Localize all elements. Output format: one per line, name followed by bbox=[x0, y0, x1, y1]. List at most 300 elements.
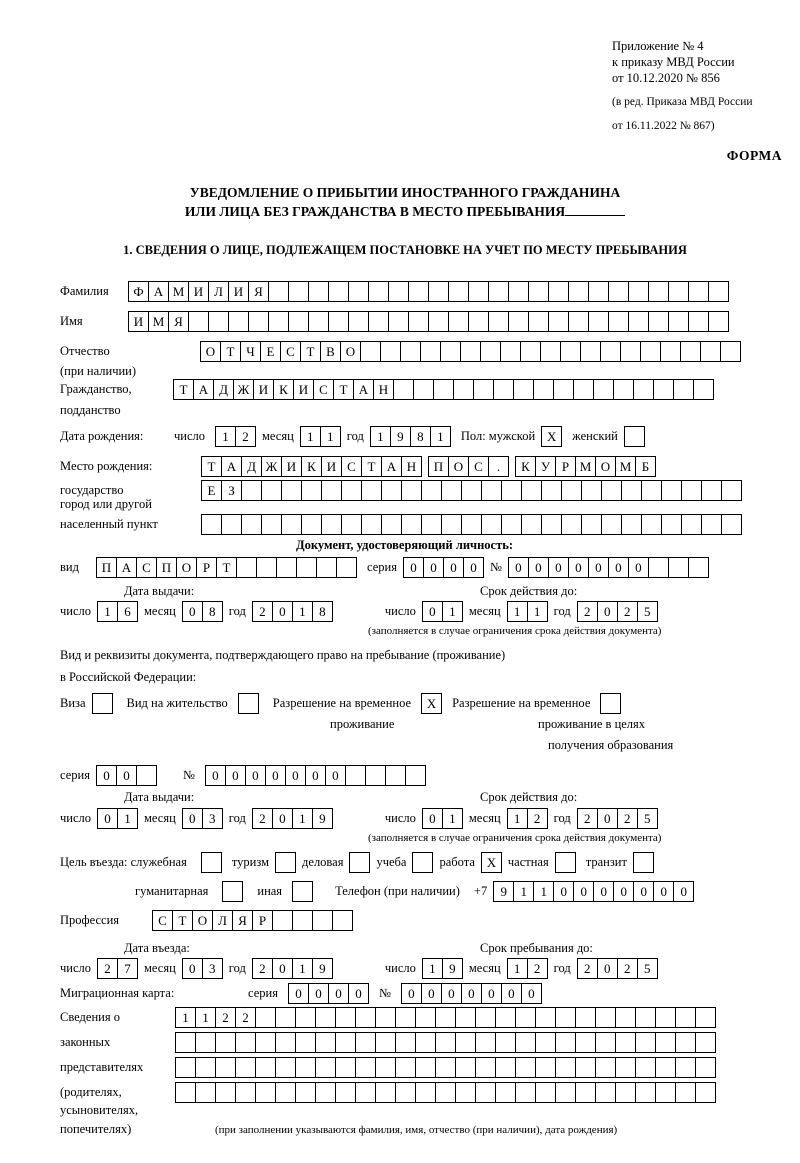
form-cell[interactable] bbox=[248, 311, 269, 332]
form-cell[interactable] bbox=[513, 379, 534, 400]
form-cell[interactable] bbox=[548, 311, 569, 332]
form-cell[interactable]: Р bbox=[252, 910, 273, 931]
form-cell[interactable] bbox=[533, 379, 554, 400]
form-cell[interactable] bbox=[261, 480, 282, 501]
form-cell[interactable]: 0 bbox=[422, 808, 443, 829]
form-cell[interactable]: Н bbox=[401, 456, 422, 477]
form-cell[interactable] bbox=[621, 480, 642, 501]
edu-residence-checkbox[interactable] bbox=[600, 693, 621, 714]
form-cell[interactable]: Е bbox=[260, 341, 281, 362]
form-cell[interactable]: 1 bbox=[442, 601, 463, 622]
purpose-tourism-checkbox[interactable] bbox=[275, 852, 296, 873]
form-cell[interactable]: 5 bbox=[637, 601, 658, 622]
form-cell[interactable] bbox=[641, 480, 662, 501]
form-cell[interactable] bbox=[261, 514, 282, 535]
form-cell[interactable]: 0 bbox=[597, 958, 618, 979]
form-cell[interactable] bbox=[408, 281, 429, 302]
form-cell[interactable]: 0 bbox=[613, 881, 634, 902]
form-cell[interactable] bbox=[535, 1082, 556, 1103]
entry-month-input[interactable] bbox=[182, 958, 223, 979]
form-cell[interactable]: И bbox=[321, 456, 342, 477]
form-cell[interactable]: 0 bbox=[501, 983, 522, 1004]
form-cell[interactable]: 1 bbox=[430, 426, 451, 447]
form-cell[interactable]: С bbox=[468, 456, 489, 477]
form-cell[interactable] bbox=[235, 1057, 256, 1078]
form-cell[interactable]: Т bbox=[216, 557, 237, 578]
form-cell[interactable] bbox=[695, 1082, 716, 1103]
form-cell[interactable]: 0 bbox=[308, 983, 329, 1004]
form-cell[interactable]: 9 bbox=[312, 808, 333, 829]
form-cell[interactable] bbox=[393, 379, 414, 400]
purpose-transit-checkbox[interactable] bbox=[633, 852, 654, 873]
form-cell[interactable] bbox=[721, 514, 742, 535]
form-cell[interactable] bbox=[721, 480, 742, 501]
form-cell[interactable] bbox=[268, 281, 289, 302]
form-cell[interactable] bbox=[560, 341, 581, 362]
form-cell[interactable]: О bbox=[595, 456, 616, 477]
form-cell[interactable] bbox=[335, 1007, 356, 1028]
form-cell[interactable] bbox=[315, 1082, 336, 1103]
form-cell[interactable] bbox=[295, 1032, 316, 1053]
form-cell[interactable] bbox=[375, 1032, 396, 1053]
form-cell[interactable] bbox=[328, 311, 349, 332]
form-cell[interactable]: И bbox=[188, 281, 209, 302]
form-cell[interactable] bbox=[175, 1032, 196, 1053]
form-cell[interactable]: И bbox=[228, 281, 249, 302]
form-cell[interactable] bbox=[281, 514, 302, 535]
form-cell[interactable] bbox=[595, 1057, 616, 1078]
id-doc-issue-year-input[interactable] bbox=[252, 601, 333, 622]
form-cell[interactable] bbox=[608, 311, 629, 332]
form-cell[interactable]: 8 bbox=[312, 601, 333, 622]
form-cell[interactable]: 1 bbox=[507, 808, 528, 829]
form-cell[interactable] bbox=[388, 311, 409, 332]
form-cell[interactable] bbox=[700, 341, 721, 362]
form-cell[interactable] bbox=[215, 1032, 236, 1053]
form-cell[interactable]: 1 bbox=[527, 601, 548, 622]
form-cell[interactable] bbox=[455, 1057, 476, 1078]
form-cell[interactable] bbox=[195, 1032, 216, 1053]
form-cell[interactable] bbox=[668, 557, 689, 578]
form-cell[interactable]: 1 bbox=[117, 808, 138, 829]
stay-issue-month-input[interactable] bbox=[182, 808, 223, 829]
form-cell[interactable]: Б bbox=[635, 456, 656, 477]
form-cell[interactable] bbox=[648, 557, 669, 578]
form-cell[interactable] bbox=[315, 1057, 336, 1078]
form-cell[interactable]: 1 bbox=[513, 881, 534, 902]
form-cell[interactable]: 2 bbox=[617, 808, 638, 829]
form-cell[interactable] bbox=[175, 1082, 196, 1103]
form-cell[interactable] bbox=[288, 281, 309, 302]
form-cell[interactable]: 0 bbox=[325, 765, 346, 786]
form-cell[interactable]: 0 bbox=[285, 765, 306, 786]
form-cell[interactable] bbox=[495, 1007, 516, 1028]
form-cell[interactable]: А bbox=[193, 379, 214, 400]
form-cell[interactable] bbox=[640, 341, 661, 362]
form-cell[interactable]: С bbox=[136, 557, 157, 578]
form-cell[interactable]: 1 bbox=[292, 808, 313, 829]
form-cell[interactable]: 0 bbox=[348, 983, 369, 1004]
form-cell[interactable] bbox=[441, 514, 462, 535]
form-cell[interactable]: 0 bbox=[481, 983, 502, 1004]
form-cell[interactable] bbox=[540, 341, 561, 362]
purpose-private-checkbox[interactable] bbox=[555, 852, 576, 873]
form-cell[interactable] bbox=[288, 311, 309, 332]
form-cell[interactable] bbox=[441, 480, 462, 501]
form-cell[interactable]: 0 bbox=[272, 601, 293, 622]
form-cell[interactable] bbox=[272, 910, 293, 931]
form-cell[interactable]: 2 bbox=[577, 958, 598, 979]
stay-doc-number-input[interactable] bbox=[205, 765, 426, 786]
form-cell[interactable]: А bbox=[221, 456, 242, 477]
form-cell[interactable]: 7 bbox=[117, 958, 138, 979]
form-cell[interactable] bbox=[316, 557, 337, 578]
form-cell[interactable] bbox=[335, 1057, 356, 1078]
form-cell[interactable]: 2 bbox=[252, 601, 273, 622]
form-cell[interactable]: И bbox=[128, 311, 149, 332]
form-cell[interactable]: 1 bbox=[507, 958, 528, 979]
form-cell[interactable] bbox=[635, 1007, 656, 1028]
form-cell[interactable]: Д bbox=[213, 379, 234, 400]
form-cell[interactable] bbox=[588, 311, 609, 332]
form-cell[interactable]: 0 bbox=[272, 958, 293, 979]
form-cell[interactable]: 0 bbox=[673, 881, 694, 902]
form-cell[interactable]: 0 bbox=[401, 983, 422, 1004]
form-cell[interactable] bbox=[228, 311, 249, 332]
form-cell[interactable] bbox=[420, 341, 441, 362]
form-cell[interactable] bbox=[675, 1007, 696, 1028]
form-cell[interactable] bbox=[648, 281, 669, 302]
patronymic-input[interactable] bbox=[200, 341, 741, 362]
form-cell[interactable] bbox=[468, 281, 489, 302]
form-cell[interactable]: Я bbox=[168, 311, 189, 332]
form-cell[interactable] bbox=[701, 480, 722, 501]
form-cell[interactable]: О bbox=[200, 341, 221, 362]
form-cell[interactable] bbox=[635, 1082, 656, 1103]
form-cell[interactable]: 0 bbox=[116, 765, 137, 786]
form-cell[interactable]: 0 bbox=[588, 557, 609, 578]
form-cell[interactable]: П bbox=[96, 557, 117, 578]
form-cell[interactable]: 0 bbox=[597, 808, 618, 829]
entry-year-input[interactable] bbox=[252, 958, 333, 979]
form-cell[interactable] bbox=[655, 1032, 676, 1053]
form-cell[interactable] bbox=[580, 341, 601, 362]
form-cell[interactable]: . bbox=[488, 456, 509, 477]
form-cell[interactable] bbox=[440, 341, 461, 362]
form-cell[interactable] bbox=[348, 311, 369, 332]
form-cell[interactable] bbox=[375, 1007, 396, 1028]
form-cell[interactable]: И bbox=[253, 379, 274, 400]
form-cell[interactable] bbox=[628, 311, 649, 332]
form-cell[interactable] bbox=[345, 765, 366, 786]
form-cell[interactable] bbox=[395, 1057, 416, 1078]
form-cell[interactable]: 0 bbox=[96, 765, 117, 786]
form-cell[interactable]: М bbox=[168, 281, 189, 302]
form-cell[interactable] bbox=[621, 514, 642, 535]
legal-rep-input-3[interactable] bbox=[175, 1057, 716, 1078]
form-cell[interactable] bbox=[275, 1032, 296, 1053]
form-cell[interactable] bbox=[681, 514, 702, 535]
form-cell[interactable]: С bbox=[152, 910, 173, 931]
form-cell[interactable] bbox=[415, 1082, 436, 1103]
form-cell[interactable]: 0 bbox=[463, 557, 484, 578]
form-cell[interactable]: 2 bbox=[97, 958, 118, 979]
form-cell[interactable] bbox=[555, 1057, 576, 1078]
form-cell[interactable] bbox=[628, 281, 649, 302]
form-cell[interactable] bbox=[292, 910, 313, 931]
form-cell[interactable]: 2 bbox=[617, 601, 638, 622]
form-cell[interactable] bbox=[136, 765, 157, 786]
form-cell[interactable] bbox=[635, 1032, 656, 1053]
purpose-business-checkbox[interactable] bbox=[349, 852, 370, 873]
form-cell[interactable]: Л bbox=[208, 281, 229, 302]
form-cell[interactable] bbox=[401, 514, 422, 535]
form-cell[interactable] bbox=[495, 1082, 516, 1103]
form-cell[interactable] bbox=[215, 1082, 236, 1103]
temp-residence-checkbox[interactable]: Х bbox=[421, 693, 442, 714]
form-cell[interactable] bbox=[321, 480, 342, 501]
form-cell[interactable] bbox=[401, 480, 422, 501]
form-cell[interactable] bbox=[301, 514, 322, 535]
form-cell[interactable] bbox=[428, 281, 449, 302]
form-cell[interactable] bbox=[475, 1057, 496, 1078]
form-cell[interactable]: О bbox=[192, 910, 213, 931]
form-cell[interactable]: 0 bbox=[272, 808, 293, 829]
form-cell[interactable] bbox=[448, 311, 469, 332]
form-cell[interactable] bbox=[668, 281, 689, 302]
form-cell[interactable]: С bbox=[313, 379, 334, 400]
form-cell[interactable] bbox=[315, 1007, 336, 1028]
form-cell[interactable] bbox=[395, 1032, 416, 1053]
form-cell[interactable]: 1 bbox=[215, 426, 236, 447]
form-cell[interactable] bbox=[368, 281, 389, 302]
residence-checkbox[interactable] bbox=[238, 693, 259, 714]
form-cell[interactable] bbox=[668, 311, 689, 332]
form-cell[interactable] bbox=[655, 1082, 676, 1103]
form-cell[interactable]: 8 bbox=[410, 426, 431, 447]
purpose-work-checkbox[interactable]: Х bbox=[481, 852, 502, 873]
form-cell[interactable] bbox=[515, 1007, 536, 1028]
form-cell[interactable] bbox=[208, 311, 229, 332]
form-cell[interactable]: 0 bbox=[553, 881, 574, 902]
form-cell[interactable] bbox=[641, 514, 662, 535]
form-cell[interactable]: Т bbox=[172, 910, 193, 931]
form-cell[interactable]: 2 bbox=[252, 958, 273, 979]
form-cell[interactable] bbox=[435, 1082, 456, 1103]
form-cell[interactable] bbox=[388, 281, 409, 302]
form-cell[interactable]: 0 bbox=[597, 601, 618, 622]
form-cell[interactable] bbox=[381, 480, 402, 501]
form-cell[interactable]: 0 bbox=[521, 983, 542, 1004]
form-cell[interactable] bbox=[488, 281, 509, 302]
form-cell[interactable]: 0 bbox=[628, 557, 649, 578]
form-cell[interactable]: 9 bbox=[312, 958, 333, 979]
form-cell[interactable]: 0 bbox=[653, 881, 674, 902]
form-cell[interactable] bbox=[421, 514, 442, 535]
form-cell[interactable]: О bbox=[176, 557, 197, 578]
form-cell[interactable] bbox=[661, 514, 682, 535]
birth-place-city-input-row3[interactable] bbox=[201, 514, 742, 535]
form-cell[interactable] bbox=[575, 1032, 596, 1053]
form-cell[interactable] bbox=[312, 910, 333, 931]
form-cell[interactable] bbox=[255, 1007, 276, 1028]
form-cell[interactable] bbox=[613, 379, 634, 400]
form-cell[interactable] bbox=[688, 281, 709, 302]
form-cell[interactable]: 0 bbox=[403, 557, 424, 578]
form-cell[interactable] bbox=[568, 311, 589, 332]
form-cell[interactable] bbox=[308, 311, 329, 332]
form-cell[interactable] bbox=[385, 765, 406, 786]
birth-year-input[interactable] bbox=[370, 426, 451, 447]
form-cell[interactable] bbox=[615, 1007, 636, 1028]
form-cell[interactable]: 2 bbox=[235, 1007, 256, 1028]
form-cell[interactable]: 2 bbox=[215, 1007, 236, 1028]
form-cell[interactable] bbox=[295, 1007, 316, 1028]
form-cell[interactable] bbox=[655, 1057, 676, 1078]
form-cell[interactable]: Ф bbox=[128, 281, 149, 302]
form-cell[interactable]: А bbox=[381, 456, 402, 477]
form-cell[interactable] bbox=[535, 1007, 556, 1028]
form-cell[interactable] bbox=[548, 281, 569, 302]
form-cell[interactable] bbox=[600, 341, 621, 362]
form-cell[interactable]: 0 bbox=[225, 765, 246, 786]
birth-place-city-input-b[interactable] bbox=[515, 456, 656, 477]
form-cell[interactable] bbox=[520, 341, 541, 362]
form-cell[interactable] bbox=[655, 1007, 676, 1028]
form-cell[interactable] bbox=[328, 281, 349, 302]
form-cell[interactable]: А bbox=[116, 557, 137, 578]
form-cell[interactable] bbox=[635, 1057, 656, 1078]
name-input[interactable] bbox=[128, 311, 729, 332]
form-cell[interactable]: 0 bbox=[443, 557, 464, 578]
form-cell[interactable] bbox=[595, 1007, 616, 1028]
form-cell[interactable]: 0 bbox=[423, 557, 444, 578]
form-cell[interactable] bbox=[495, 1032, 516, 1053]
form-cell[interactable] bbox=[693, 379, 714, 400]
form-cell[interactable] bbox=[301, 480, 322, 501]
form-cell[interactable] bbox=[215, 1057, 236, 1078]
form-cell[interactable]: 1 bbox=[507, 601, 528, 622]
form-cell[interactable]: К bbox=[301, 456, 322, 477]
form-cell[interactable]: 6 bbox=[117, 601, 138, 622]
id-doc-issue-month-input[interactable] bbox=[182, 601, 223, 622]
form-cell[interactable] bbox=[360, 341, 381, 362]
form-cell[interactable] bbox=[415, 1007, 436, 1028]
form-cell[interactable] bbox=[236, 557, 257, 578]
form-cell[interactable] bbox=[435, 1057, 456, 1078]
form-cell[interactable] bbox=[241, 514, 262, 535]
form-cell[interactable] bbox=[493, 379, 514, 400]
form-cell[interactable]: О bbox=[448, 456, 469, 477]
stay-valid-year-input[interactable] bbox=[577, 808, 658, 829]
form-cell[interactable]: Я bbox=[232, 910, 253, 931]
sex-female-checkbox[interactable] bbox=[624, 426, 645, 447]
form-cell[interactable]: Е bbox=[201, 480, 222, 501]
form-cell[interactable]: 0 bbox=[182, 601, 203, 622]
stay-issue-year-input[interactable] bbox=[252, 808, 333, 829]
id-doc-number-input[interactable] bbox=[508, 557, 709, 578]
form-cell[interactable] bbox=[395, 1082, 416, 1103]
form-cell[interactable] bbox=[608, 281, 629, 302]
form-cell[interactable] bbox=[355, 1007, 376, 1028]
form-cell[interactable] bbox=[460, 341, 481, 362]
form-cell[interactable] bbox=[675, 1032, 696, 1053]
form-cell[interactable] bbox=[501, 480, 522, 501]
form-cell[interactable] bbox=[195, 1082, 216, 1103]
form-cell[interactable] bbox=[615, 1057, 636, 1078]
purpose-other-checkbox[interactable] bbox=[292, 881, 313, 902]
form-cell[interactable]: Р bbox=[555, 456, 576, 477]
form-cell[interactable]: И bbox=[281, 456, 302, 477]
birth-place-city-input-row2[interactable] bbox=[201, 480, 742, 501]
form-cell[interactable]: 2 bbox=[527, 958, 548, 979]
purpose-study-checkbox[interactable] bbox=[412, 852, 433, 873]
form-cell[interactable] bbox=[341, 514, 362, 535]
stay-until-month-input[interactable] bbox=[507, 958, 548, 979]
form-cell[interactable] bbox=[555, 1032, 576, 1053]
form-cell[interactable]: Т bbox=[361, 456, 382, 477]
form-cell[interactable]: 2 bbox=[252, 808, 273, 829]
form-cell[interactable] bbox=[281, 480, 302, 501]
form-cell[interactable] bbox=[235, 1032, 256, 1053]
form-cell[interactable] bbox=[535, 1032, 556, 1053]
legal-rep-input-4[interactable] bbox=[175, 1082, 716, 1103]
id-doc-valid-month-input[interactable] bbox=[507, 601, 548, 622]
phone-input[interactable] bbox=[493, 881, 694, 902]
form-cell[interactable] bbox=[453, 379, 474, 400]
form-cell[interactable] bbox=[468, 311, 489, 332]
form-cell[interactable] bbox=[535, 1057, 556, 1078]
form-cell[interactable]: 2 bbox=[527, 808, 548, 829]
form-cell[interactable] bbox=[268, 311, 289, 332]
id-doc-series-input[interactable] bbox=[403, 557, 484, 578]
form-cell[interactable] bbox=[561, 514, 582, 535]
form-cell[interactable]: 3 bbox=[202, 958, 223, 979]
form-cell[interactable]: С bbox=[341, 456, 362, 477]
form-cell[interactable] bbox=[195, 1057, 216, 1078]
id-doc-valid-day-input[interactable] bbox=[422, 601, 463, 622]
form-cell[interactable] bbox=[681, 480, 702, 501]
form-cell[interactable] bbox=[521, 514, 542, 535]
form-cell[interactable]: 0 bbox=[305, 765, 326, 786]
form-cell[interactable] bbox=[295, 1057, 316, 1078]
form-cell[interactable]: К bbox=[273, 379, 294, 400]
visa-checkbox[interactable] bbox=[92, 693, 113, 714]
form-cell[interactable] bbox=[455, 1082, 476, 1103]
form-cell[interactable] bbox=[455, 1032, 476, 1053]
form-cell[interactable] bbox=[275, 1007, 296, 1028]
form-cell[interactable] bbox=[332, 910, 353, 931]
form-cell[interactable] bbox=[405, 765, 426, 786]
form-cell[interactable] bbox=[673, 379, 694, 400]
form-cell[interactable] bbox=[481, 480, 502, 501]
form-cell[interactable]: 0 bbox=[568, 557, 589, 578]
form-cell[interactable] bbox=[555, 1082, 576, 1103]
form-cell[interactable]: Т bbox=[201, 456, 222, 477]
form-cell[interactable]: 1 bbox=[292, 958, 313, 979]
stay-issue-day-input[interactable] bbox=[97, 808, 138, 829]
form-cell[interactable] bbox=[620, 341, 641, 362]
stay-until-year-input[interactable] bbox=[577, 958, 658, 979]
form-cell[interactable]: Л bbox=[212, 910, 233, 931]
form-cell[interactable] bbox=[501, 514, 522, 535]
form-cell[interactable]: 0 bbox=[288, 983, 309, 1004]
form-cell[interactable]: Ж bbox=[233, 379, 254, 400]
form-cell[interactable] bbox=[235, 1082, 256, 1103]
form-cell[interactable]: 0 bbox=[528, 557, 549, 578]
form-cell[interactable] bbox=[615, 1082, 636, 1103]
form-cell[interactable]: 2 bbox=[577, 601, 598, 622]
